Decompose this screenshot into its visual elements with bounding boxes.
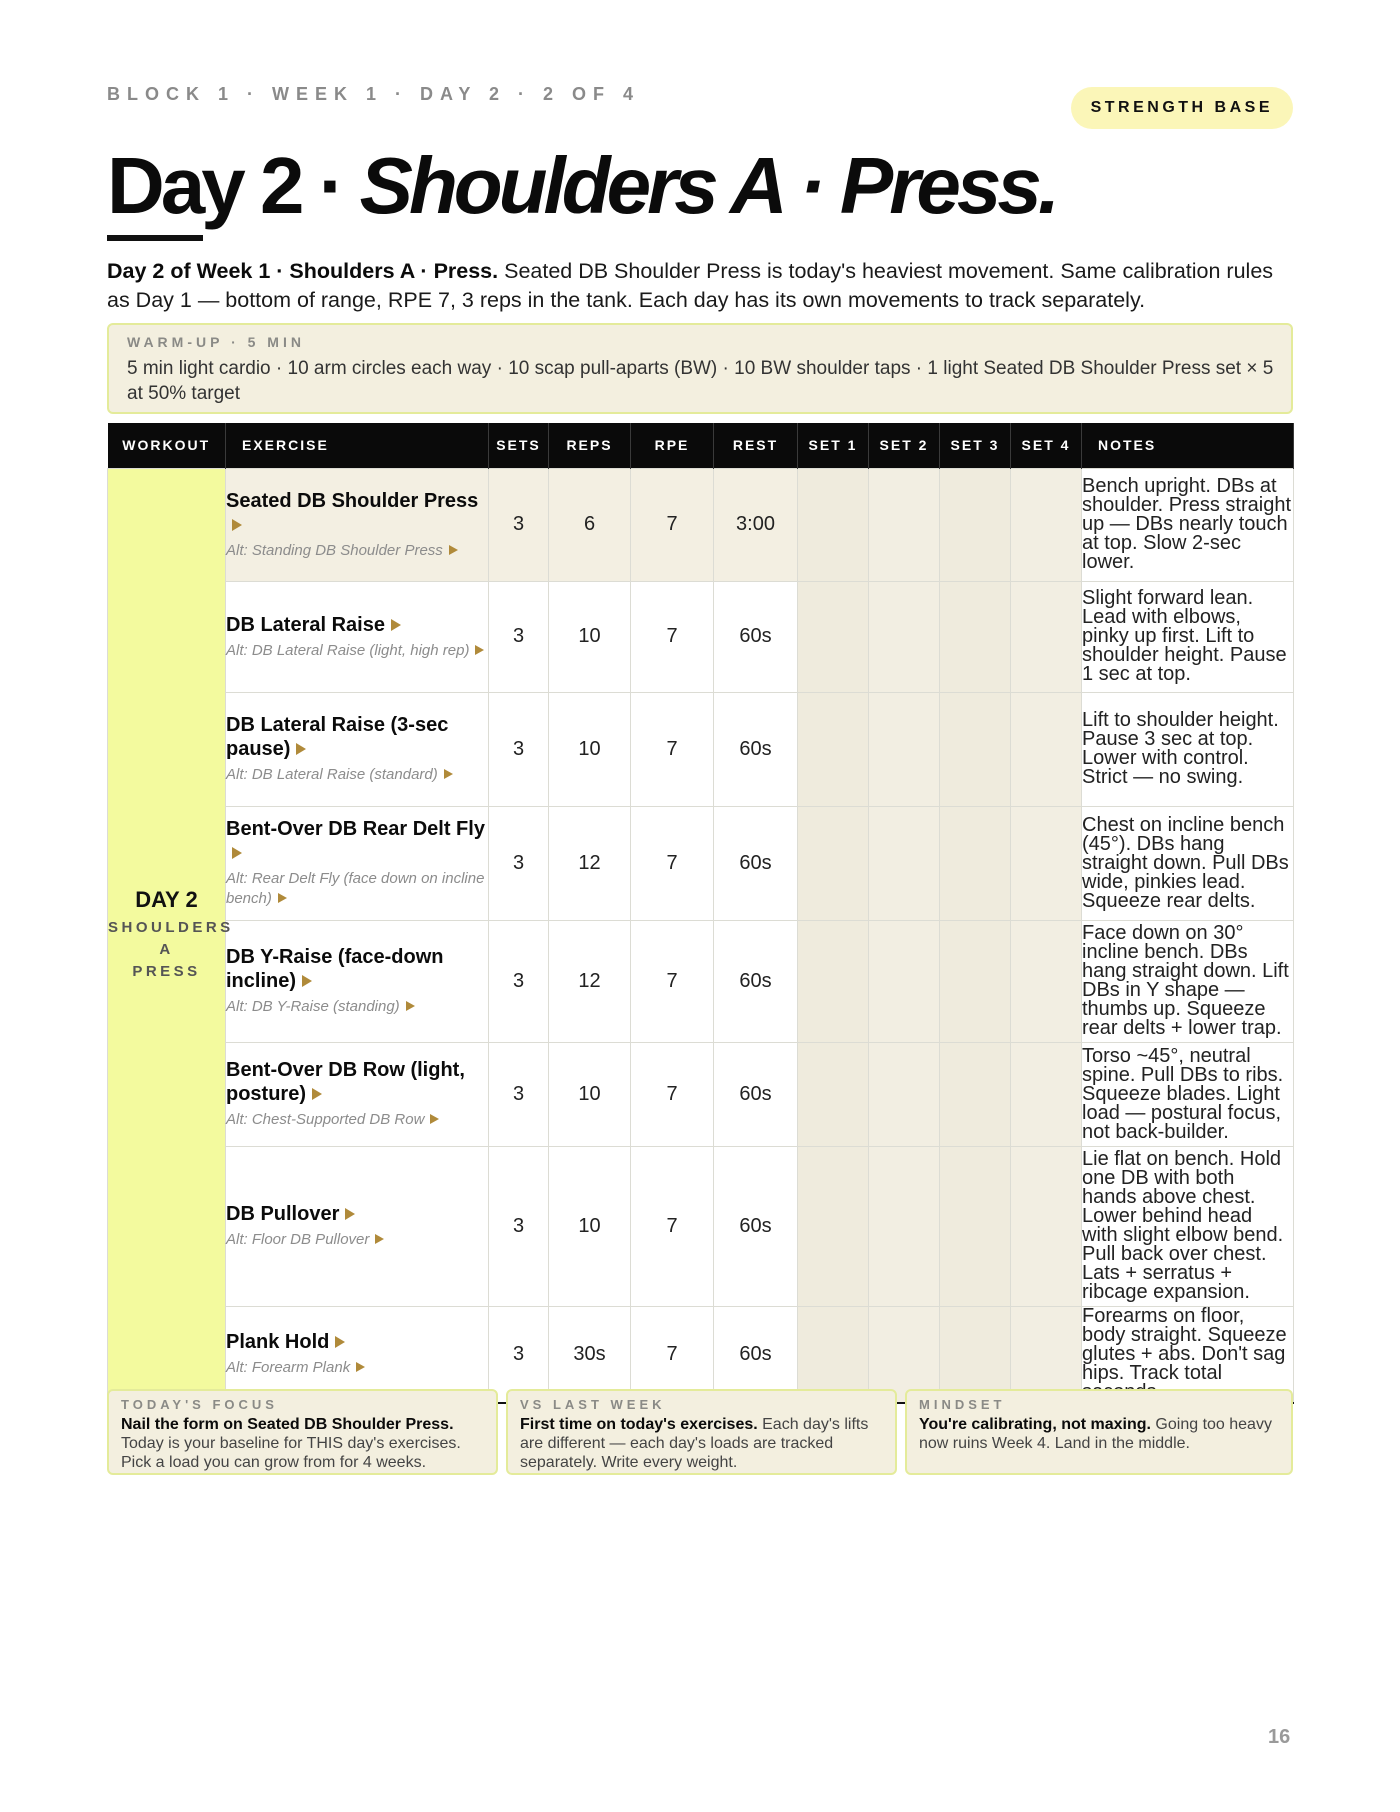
breadcrumb: BLOCK 1 · WEEK 1 · DAY 2 · 2 OF 4 [107,84,641,104]
exercise-alt [226,541,488,561]
header-rest: REST [714,423,798,468]
notes-cell: Forearms on floor, body straight. Squeeze glutes + abs. Don't sag hips. Track total [1082,1306,1294,1403]
set-1-entry[interactable] [798,920,869,1042]
set-1-entry[interactable] [798,692,869,806]
exercise-alt-text: Alt: Floor DB Pullover [226,1231,370,1248]
set-3-entry[interactable] [940,920,1011,1042]
set-2-entry[interactable] [869,581,940,692]
exercise-name [226,1058,488,1106]
play-video-icon[interactable] [356,1362,365,1372]
rpe-cell: 7 [631,1042,714,1146]
page-title [107,141,1057,230]
set-4-entry[interactable] [1011,920,1082,1042]
rest-cell: 60s [714,1146,798,1306]
set-3-entry[interactable] [940,806,1011,920]
card-text [520,1415,883,1472]
card-lead: You're calibrating, not maxing. [919,1416,1151,1433]
set-4-entry[interactable] [1011,581,1082,692]
header-set-4: SET 4 [1011,423,1082,468]
sets-cell: 3 [489,692,549,806]
set-4-entry[interactable] [1011,806,1082,920]
exercise-alt [226,641,488,661]
notes-cell: Face down on 30° incline bench. DBs hang straight down. Lift DBs in Y shape — thumbs up. Squeeze rear delts + lower trap. [1082,920,1294,1042]
notes-cell: Lift to shoulder height. Pause 3 sec at top. Lower with control. Strict — no swing. [1082,692,1294,806]
play-video-icon[interactable] [430,1114,439,1124]
play-video-icon[interactable] [475,645,484,655]
exercise-name-text: Bent-Over DB Rear Delt Fly [226,818,485,840]
info-cards [107,1389,1293,1475]
sets-cell: 3 [489,468,549,581]
play-video-icon[interactable] [312,1088,322,1100]
card-text [919,1415,1279,1453]
exercise-name-text: DB Pullover [226,1203,340,1225]
rest-cell: 60s [714,692,798,806]
rpe-cell: 7 [631,692,714,806]
set-1-entry[interactable] [798,468,869,581]
card-body: Today is your baseline for THIS day's exercises. Pick a load you can grow from for 4 weeks. [121,1435,461,1471]
reps-cell: 12 [549,920,631,1042]
set-4-entry[interactable] [1011,1146,1082,1306]
set-1-entry[interactable] [798,1042,869,1146]
workout-day-line: A [159,941,174,959]
exercise-alt-text: Alt: Forearm Plank [226,1359,351,1376]
vs-last-week-card [506,1389,897,1475]
exercise-name-text: DB Lateral Raise [226,613,385,636]
header-exercise: EXERCISE [226,423,489,468]
set-4-entry[interactable] [1011,692,1082,806]
rest-cell: 60s [714,920,798,1042]
play-video-icon[interactable] [278,893,287,903]
page-number: 16 [1268,1726,1291,1748]
sets-cell: 3 [489,1306,549,1403]
exercise-cell [226,920,489,1042]
card-label: TODAY'S FOCUS [121,1397,278,1412]
notes-cell: Slight forward lean. Lead with elbows, pinky up first. Lift to shoulder height. Pause 1 sec at top. [1082,581,1294,692]
exercise-name [226,817,488,865]
rest-cell: 60s [714,1306,798,1403]
table-row [108,581,1294,692]
table-header-row [108,423,1294,468]
exercise-cell [226,468,489,581]
header-set-1: SET 1 [798,423,869,468]
intro-body: Seated DB Shoulder Press is today's heaviest movement. Same calibration rules as Day 1 — bottom of range, RPE 7, 3 reps in the tank. Each day has its own movements to track separately. [107,259,1274,312]
rest-cell: 3:00 [714,468,798,581]
reps-cell: 6 [549,468,631,581]
reps-cell: 10 [549,692,631,806]
set-2-entry[interactable] [869,920,940,1042]
title-main: Day 2 · [107,141,360,230]
mindset-card [905,1389,1293,1475]
rpe-cell: 7 [631,1306,714,1403]
set-3-entry[interactable] [940,468,1011,581]
set-3-entry[interactable] [940,1146,1011,1306]
warmup-label: WARM-UP · 5 MIN [127,334,305,350]
play-video-icon[interactable] [449,545,458,555]
rest-cell: 60s [714,1042,798,1146]
header-rpe: RPE [631,423,714,468]
exercise-name [226,613,488,637]
warmup-panel [107,323,1293,414]
set-2-entry[interactable] [869,1146,940,1306]
reps-cell: 30s [549,1306,631,1403]
exercise-name [226,1330,488,1354]
set-3-entry[interactable] [940,1042,1011,1146]
card-lead: Nail the form on Seated DB Shoulder Press. [121,1416,454,1433]
exercise-alt-text: Alt: Chest-Supported DB Row [226,1111,425,1128]
exercise-cell [226,692,489,806]
reps-cell: 12 [549,806,631,920]
play-video-icon[interactable] [335,1336,345,1348]
reps-cell: 10 [549,1146,631,1306]
rest-cell: 60s [714,806,798,920]
set-2-entry[interactable] [869,1042,940,1146]
exercise-cell [226,581,489,692]
card-text [121,1415,484,1472]
exercise-name [226,1202,488,1226]
exercise-cell [226,1042,489,1146]
notes-cell: Lie flat on bench. Hold one DB with both hands above chest. Lower behind head with slight elbow bend. Pull back over chest. Lats + serratus + ribcage expansion. [1082,1146,1294,1306]
set-4-entry[interactable] [1011,468,1082,581]
workout-day-line: PRESS [132,963,201,981]
card-body: Each day's lifts are different — each day's loads are tracked separately. Write every weight. [520,1416,869,1471]
sets-cell: 3 [489,806,549,920]
intro-paragraph [107,257,1293,315]
workout-day-label: DAY 2 [135,887,198,913]
exercise-name [226,489,488,537]
sets-cell: 3 [489,581,549,692]
header-reps: REPS [549,423,631,468]
exercise-alt [226,765,488,785]
play-video-icon[interactable] [391,619,401,631]
card-label: VS LAST WEEK [520,1397,666,1412]
rpe-cell: 7 [631,920,714,1042]
exercise-alt-text: Alt: Rear Delt Fly (face down on incline bench) [226,870,485,907]
exercise-name-text: DB Y-Raise (face-down incline) [226,946,444,992]
sets-cell: 3 [489,1146,549,1306]
table-row [108,468,1294,581]
header-sets: SETS [489,423,549,468]
rpe-cell: 7 [631,1146,714,1306]
exercise-name-text: Seated DB Shoulder Press [226,489,479,512]
set-4-entry[interactable] [1011,1042,1082,1146]
exercise-name-text: Bent-Over DB Row (light, posture) [226,1059,465,1105]
exercise-alt-text: Alt: DB Y-Raise (standing) [226,998,400,1015]
play-video-icon[interactable] [302,975,312,987]
table-row [108,920,1294,1042]
card-lead: First time on today's exercises. [520,1416,758,1433]
header-notes: NOTES [1082,423,1294,468]
notes-cell: Bench upright. DBs at shoulder. Press straight up — DBs nearly touch at top. Slow 2-sec lower. [1082,468,1294,581]
sets-cell: 3 [489,1042,549,1146]
reps-cell: 10 [549,1042,631,1146]
play-video-icon[interactable] [345,1208,355,1220]
exercise-alt [226,1110,488,1130]
card-label: MINDSET [919,1397,1006,1412]
set-3-entry[interactable] [940,581,1011,692]
set-1-entry[interactable] [798,581,869,692]
table-row [108,1146,1294,1306]
todays-focus-card [107,1389,498,1475]
play-video-icon[interactable] [375,1234,384,1244]
reps-cell: 10 [549,581,631,692]
header-set-2: SET 2 [869,423,940,468]
workout-day-cell [108,468,234,1403]
exercise-alt-text: Alt: Standing DB Shoulder Press [226,541,443,559]
play-video-icon[interactable] [444,769,453,779]
exercise-cell [226,806,489,920]
set-2-entry[interactable] [869,692,940,806]
play-video-icon[interactable] [296,743,306,755]
exercise-name [226,945,488,993]
notes-cell: Chest on incline bench (45°). DBs hang straight down. Pull DBs wide, pinkies lead. Squeeze rear delts. [1082,806,1294,920]
play-video-icon[interactable] [232,519,242,531]
exercise-alt [226,1230,488,1250]
exercise-alt [226,1358,488,1378]
workout-table [107,423,1294,1404]
set-3-entry[interactable] [940,692,1011,806]
notes-cell: Torso ~45°, neutral spine. Pull DBs to ribs. Squeeze blades. Light load — postural focus, not back-builder. [1082,1042,1294,1146]
warmup-text: 5 min light cardio · 10 arm circles each way · 10 scap pull-aparts (BW) · 10 BW shoulder taps · 1 light Seated DB Shoulder Press set × 5 at 50% target [127,358,1274,404]
exercise-name-text: DB Lateral Raise (3-sec pause) [226,714,449,760]
card-body: Going too heavy now ruins Week 4. Land in the middle. [919,1416,1272,1452]
workout-day-subtitle [108,917,234,983]
table-row [108,806,1294,920]
exercise-cell [226,1146,489,1306]
exercise-alt [226,997,488,1017]
set-2-entry[interactable] [869,806,940,920]
workout-day-line: SHOULDERS [108,919,234,937]
set-2-entry[interactable] [869,468,940,581]
title-underline [107,235,203,241]
set-1-entry[interactable] [798,806,869,920]
header-set-3: SET 3 [940,423,1011,468]
rpe-cell: 7 [631,468,714,581]
exercise-alt [226,869,488,909]
exercise-name-text: Plank Hold [226,1331,330,1353]
program-badge: STRENGTH BASE [1071,87,1293,129]
exercise-name [226,713,488,761]
title-italic: Shoulders A · Press. [359,141,1057,230]
exercise-alt-text: Alt: DB Lateral Raise (light, high rep) [226,641,470,659]
play-video-icon[interactable] [406,1001,415,1011]
play-video-icon[interactable] [232,847,242,859]
intro-lead: Day 2 of Week 1 · Shoulders A · Press. [107,259,499,283]
exercise-alt-text: Alt: DB Lateral Raise (standard) [226,766,438,783]
rpe-cell: 7 [631,581,714,692]
rpe-cell: 7 [631,806,714,920]
set-1-entry[interactable] [798,1146,869,1306]
header-workout: WORKOUT [108,423,226,468]
table-row [108,1042,1294,1146]
table-row [108,692,1294,806]
sets-cell: 3 [489,920,549,1042]
rest-cell: 60s [714,581,798,692]
